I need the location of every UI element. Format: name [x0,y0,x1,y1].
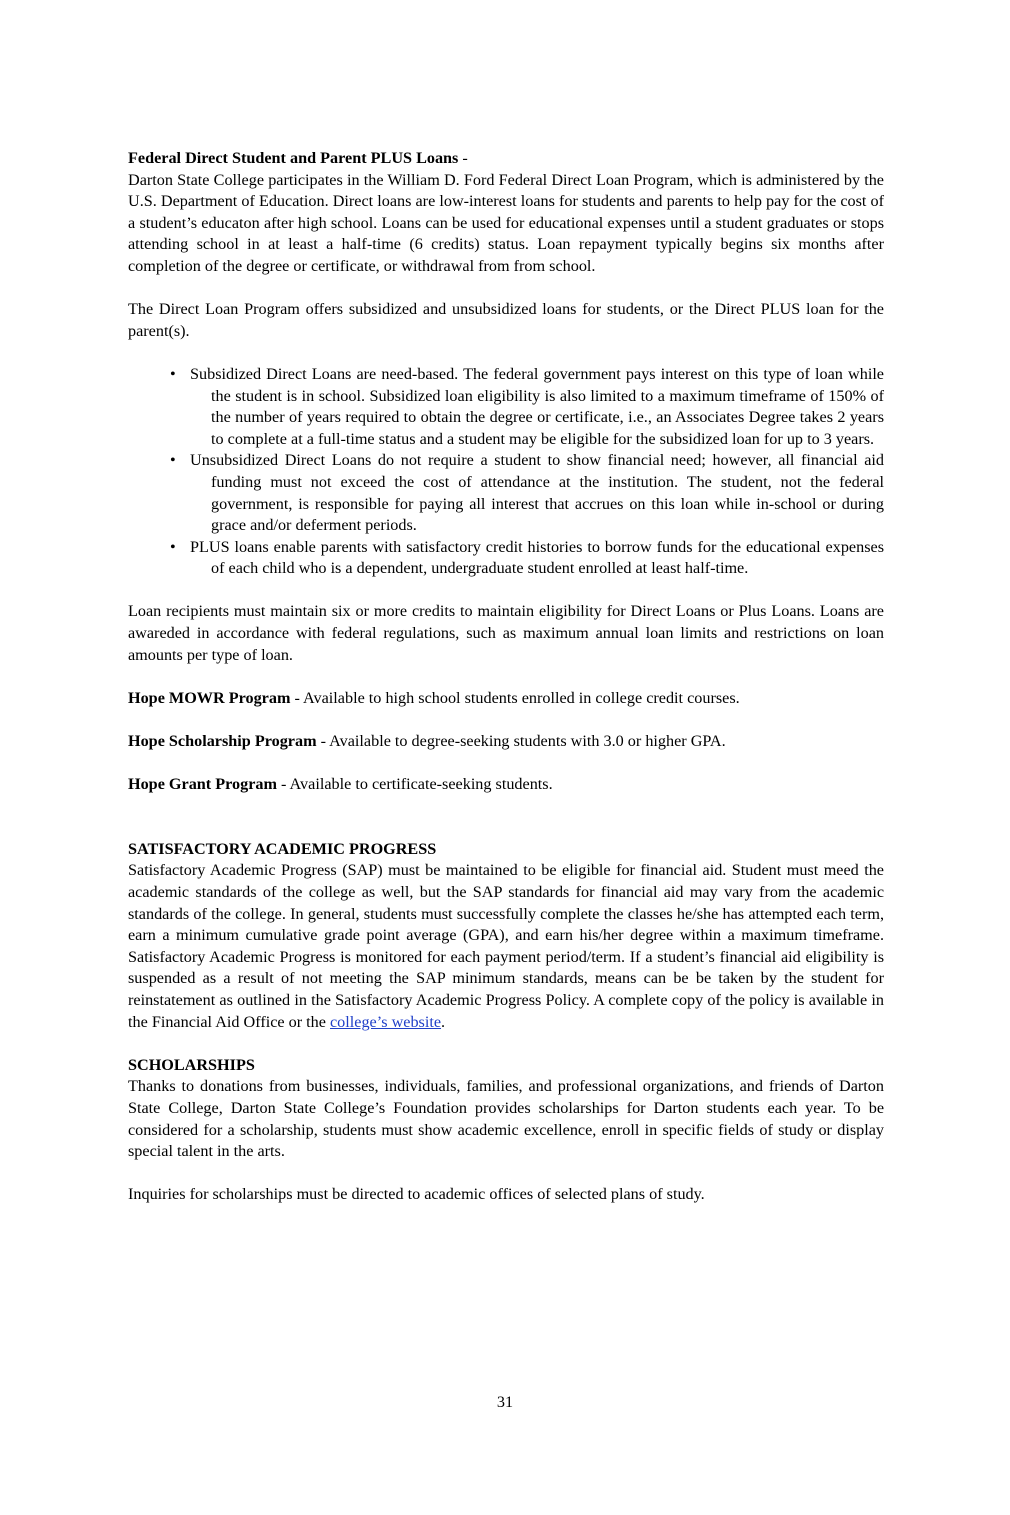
page-number: 31 [496,1393,514,1411]
sap-heading-text: SATISFACTORY ACADEMIC PROGRESS [128,839,437,858]
list-item [128,450,884,536]
bullet-icon: • [170,537,176,556]
bullet-icon: • [170,364,176,383]
loan-recipients: Loan recipients must maintain six or more credits to maintain eligibility for Direct Loans or Plus Loans. Loans are awareded in accordance with federal regulations, such as maximum annual loan limits and restrictions on loan amounts per type of loan. [128,602,884,664]
college-website-link[interactable]: college’s website [330,1012,442,1031]
hope-scholarship-text: - Available to degree-seeking students with 3.0 or higher GPA. [316,732,726,751]
list-item-text: Subsidized Direct Loans are need-based. The federal government pays interest on this type of loan while the student is in school. Subsidized loan eligibility is also limited to a maximum timeframe of 150% of the number of years required to obtain the degree or certificate, i.e., an Associates Degree takes 2 years to complete at a full-time status and a student may be eligible for the subsidized loan for up to 3 years. [190,364,884,448]
hope-mowr-text: - Available to high school students enrolled in college credit courses. [290,688,740,707]
sap-heading [128,839,884,861]
scholarships-heading [128,1055,884,1077]
hope-mowr-title: Hope MOWR Program [128,688,291,707]
list-item-text: Unsubsidized Direct Loans do not require a student to show financial need; however, all financial aid funding must not exceed the cost of attendance at the institution. The student, not the federal government, is responsible for paying all interest that accrues on this loan while in-school or during grace and/or deferment periods. [190,451,884,535]
scholarships-heading-text: SCHOLARSHIPS [128,1055,255,1074]
list-item-text: PLUS loans enable parents with satisfactory credit histories to borrow funds for the educational expenses of each child who is a dependent, undergraduate student enrolled at least half-time. [190,537,884,578]
hope-grant-text: - Available to certificate-seeking students. [276,775,553,794]
document-page [128,148,884,1206]
sap-body: Satisfactory Academic Progress (SAP) must be maintained to be eligible for financial aid. Student must meed the academic standards of the college as well, but the SAP standards for financial aid may vary from the academic standards of the college. In general, students must successfully complete the classes he/she has attempted each term, earn a minimum cumulative grade point average (GPA), and earn his/her degree within a maximum timeframe. Satisfactory Academic Progress is monitored for each payment period/term. If a student’s financial aid eligibility is suspended as a result of not meeting the SAP minimum standards, means can be be taken by the student for reinstatement as outlined in the Satisfactory Academic Progress Policy. A complete copy of the policy is available in the Financial Aid Office or the [128,861,884,1031]
sap-end: . [441,1012,446,1031]
loans-heading-line [128,148,884,170]
loans-heading-suffix: - [458,149,468,167]
scholarships-inquiries: Inquiries for scholarships must be directed to academic offices of selected plans of study. [128,1185,705,1204]
sap-text [128,860,884,1033]
hope-scholarship-title: Hope Scholarship Program [128,732,317,751]
loan-types-list [128,364,884,580]
hope-scholarship [128,731,884,753]
hope-mowr [128,688,884,710]
bullet-icon: • [170,451,176,470]
loans-intro: Darton State College participates in the William D. Ford Federal Direct Loan Program, which is administered by the U.S. Department of Education. Direct loans are low-interest loans for students and parents to help pay for the cost of a student’s educaton after high school. Loans can be used for educational expenses until a student graduates or stops attending school in at least a half-time (6 credits) status. Loan repayment typically begins six months after completion of the degree or certificate, or withdrawal from from school. [128,170,884,275]
loan-program-offer: The Direct Loan Program offers subsidized and unsubsidized loans for students, or the Direct PLUS loan for the parent(s). [128,300,884,340]
loans-heading: Federal Direct Student and Parent PLUS Loans [128,149,459,167]
scholarships-text: Thanks to donations from businesses, individuals, families, and professional organizations, and friends of Darton State College, Darton State College’s Foundation provides scholarships for Darton students each year. To be considered for a scholarship, students must show academic excellence, enroll in specific fields of study or display special talent in the arts. [128,1077,884,1161]
list-item [128,364,884,450]
list-item [128,537,884,580]
hope-grant [128,774,884,796]
hope-grant-title: Hope Grant Program [128,775,277,794]
